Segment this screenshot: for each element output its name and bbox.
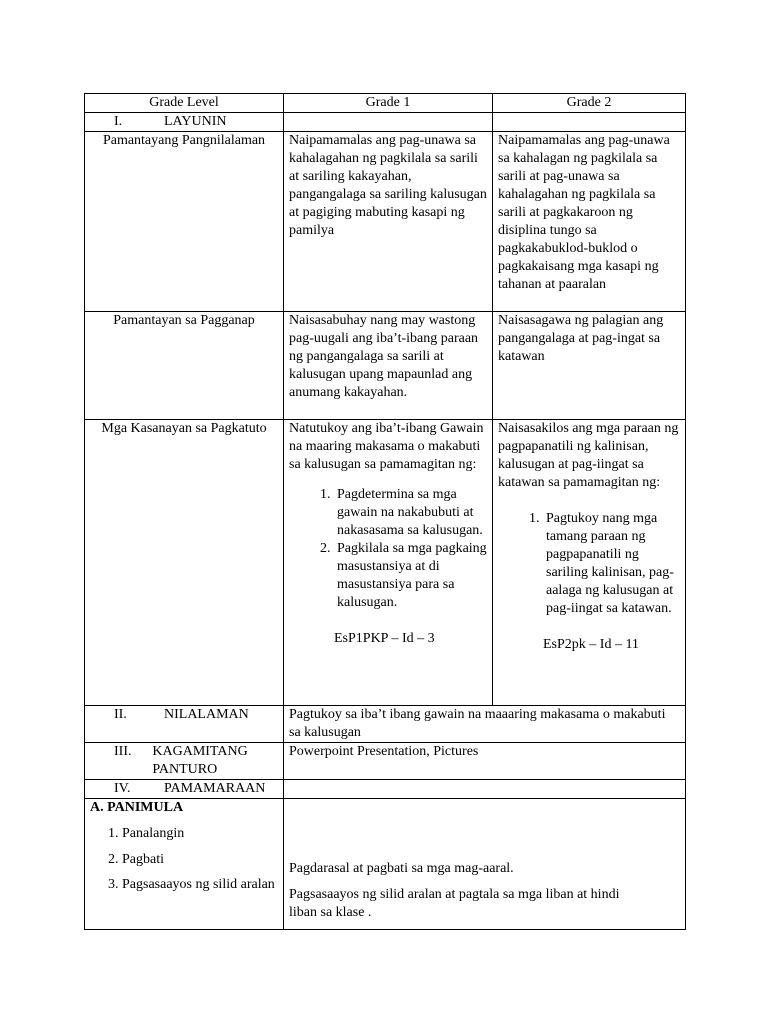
section-number: III. <box>114 744 132 759</box>
list-item: 1. Pagtukoy nang mga tamang paraan ng pagpapanatili ng sariling kalinisan, pag-aalaga ng kalusugan at pag-iingat sa katawan. <box>543 510 680 618</box>
list-item: 1. Pagdetermina sa mga gawain na nakabubuti at nakasasama sa kalusugan. <box>334 486 487 540</box>
competency-code: EsP2pk – Id – 11 <box>543 637 639 652</box>
grade2-content: Naisasagawa ng palagian ang pangangalaga at pag-ingat sa katawan <box>493 312 686 420</box>
grade1-content <box>284 420 493 706</box>
panimula-row <box>85 799 686 930</box>
nilalaman-value: Pagtukoy sa iba’t ibang gawain na maaaring makasama o makabuti sa kalusugan <box>284 706 686 743</box>
grade1-list <box>289 486 487 612</box>
kagamitan-row <box>85 743 686 780</box>
panimula-description <box>284 799 686 930</box>
nilalaman-cell <box>85 706 284 743</box>
section-label: NILALAMAN <box>164 707 249 722</box>
section-label: PAMAMARAAN <box>164 781 266 796</box>
pamamaraan-cell <box>85 780 284 799</box>
layunin-row <box>85 113 686 132</box>
section-number: II. <box>114 707 127 722</box>
empty-cell <box>284 780 686 799</box>
kagamitan-cell <box>85 743 284 780</box>
list-item: 1. Panalangin <box>108 826 185 841</box>
competency-code: EsP1PKP – Id – 3 <box>334 631 435 646</box>
header-grade-2: Grade 2 <box>493 94 686 113</box>
section-number: IV. <box>114 781 131 796</box>
table-header-row <box>85 94 686 113</box>
row-label: Pamantayan sa Pagganap <box>85 312 284 420</box>
section-label: KAGAMITANG PANTURO <box>152 744 248 777</box>
grade1-intro: Natutukoy ang iba’t-ibang Gawain na maaring makasama o makabuti sa kalusugan sa pamamagitan ng: <box>289 421 484 472</box>
grade2-list <box>498 510 680 618</box>
kagamitan-value: Powerpoint Presentation, Pictures <box>284 743 686 780</box>
layunin-number: I. <box>114 114 123 129</box>
empty-cell <box>493 113 686 132</box>
list-item: 3. Pagsasaayos ng silid aralan <box>108 877 275 892</box>
description-line: Pagsasaayos ng silid aralan at pagtala sa mga liban at hindi liban sa klase . <box>289 887 620 920</box>
row-label: Pamantayang Pangnilalaman <box>85 132 284 312</box>
list-item: 2. Pagbati <box>108 852 164 867</box>
kasanayan-row <box>85 420 686 706</box>
header-grade-level: Grade Level <box>85 94 284 113</box>
panimula-cell <box>85 799 284 930</box>
pamamaraan-row <box>85 780 686 799</box>
empty-cell <box>284 113 493 132</box>
row-label: Mga Kasanayan sa Pagkatuto <box>85 420 284 706</box>
header-grade-1: Grade 1 <box>284 94 493 113</box>
grade2-content: Naipamamalas ang pag-unawa sa kahalagan ng pagkilala sa sarili at pag-unawa sa kahalagahan ng pagkilala sa sarili at pagkakaroon ng disiplina tungo sa pagkakabuklod-buklod o pagkakaisang mga kasapi ng tahanan at paaralan <box>493 132 686 312</box>
description-line: Pagdarasal at pagbati sa mga mag-aaral. <box>289 861 514 876</box>
pamantayang-pangnilalaman-row <box>85 132 686 312</box>
lesson-plan-table <box>84 93 686 930</box>
nilalaman-row <box>85 706 686 743</box>
pamantayan-pagganap-row <box>85 312 686 420</box>
grade1-content: Naipamamalas ang pag-unawa sa kahalagahan ng pagkilala sa sarili at sariling kakayahan, pangangalaga sa sariling kalusugan at pagiging mabuting kasapi ng pamilya <box>284 132 493 312</box>
grade2-intro: Naisasakilos ang mga paraan ng pagpapanatili ng kalinisan, kalusugan at pag-iingat sa katawan sa pamamagitan ng: <box>498 421 679 490</box>
list-item: 2. Pagkilala sa mga pagkaing masustansiya at di masustansiya para sa kalusugan. <box>334 540 487 612</box>
grade2-content <box>493 420 686 706</box>
panimula-title: A. PANIMULA <box>90 800 184 815</box>
grade1-content: Naisasabuhay nang may wastong pag-uugali ang iba’t-ibang paraan ng pangangalaga sa sarili at kalusugan upang mapaunlad ang anumang kakayahan. <box>284 312 493 420</box>
layunin-label: LAYUNIN <box>164 114 227 129</box>
layunin-cell <box>85 113 284 132</box>
